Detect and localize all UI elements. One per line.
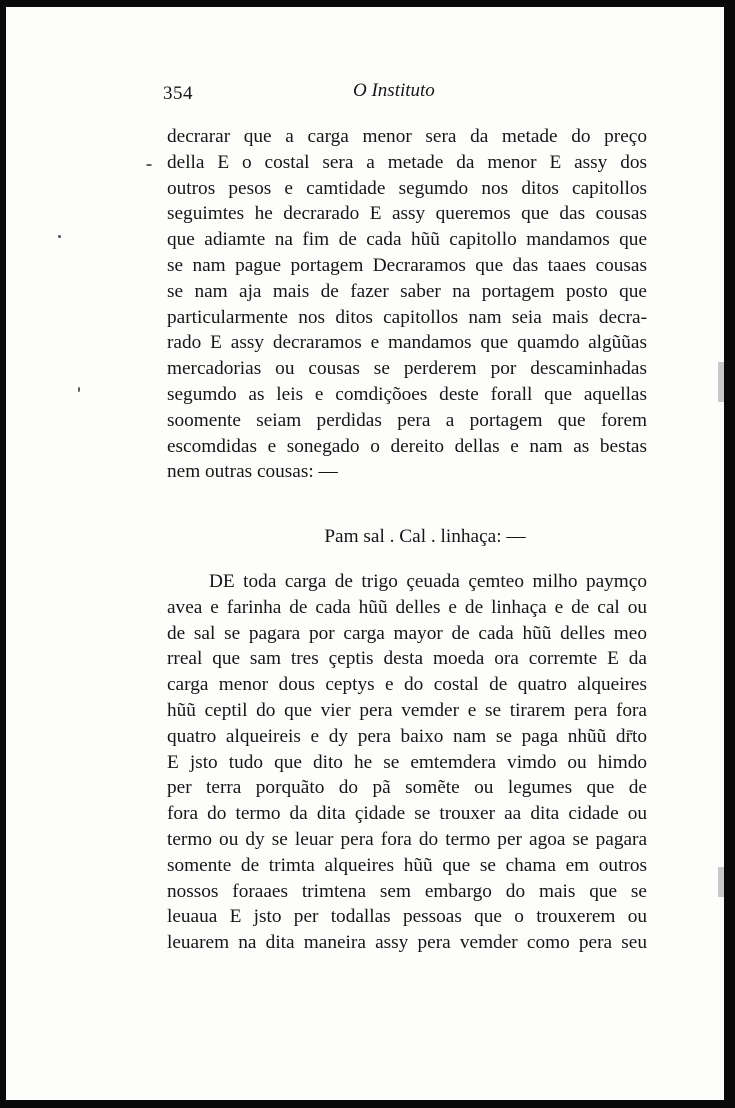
scan-edge-shadow	[718, 867, 724, 897]
section-heading: Pam sal . Cal . linhaça: —	[324, 526, 526, 547]
text-line: somente de trimta alqueires hũũ que se chama em outros	[167, 854, 647, 876]
text-line: hũũ ceptil do que vier pera vemder e se tirarem pera fora	[167, 699, 647, 721]
text-line: soomente seiam perdidas pera a portagem que forem	[167, 409, 647, 431]
scan-edge-shadow	[718, 362, 724, 402]
text-line: mercadorias ou cousas se perderem por descaminhadas	[167, 358, 647, 380]
text-line: della E o costal sera a metade da menor E assy dos	[167, 151, 647, 173]
text-line: termo ou dy se leuar pera fora do termo per agoa se pagara	[167, 828, 647, 850]
text-line: rado E assy decraramos e mandamos que quamdo algũũas	[167, 332, 647, 354]
text-line: que adiamte na fim de cada hũũ capitollo mandamos que	[167, 229, 647, 251]
scan-speck	[78, 387, 80, 392]
running-title: O Instituto	[353, 80, 435, 101]
text-line: per terra porquãto do pã somẽte ou legumes que de	[167, 777, 647, 799]
text-line: nem outras cousas: —	[167, 461, 338, 483]
text-line: leuarem na dita maneira assy pera vemder como pera seu	[167, 932, 647, 954]
page-header	[163, 75, 647, 103]
text-line: particularmente nos ditos capitollos nam seia mais decra-	[167, 306, 647, 328]
text-line: escomdidas e sonegado o dereito dellas e nam as bestas	[167, 435, 647, 457]
text-line: decrarar que a carga menor sera da metade do preço	[167, 126, 647, 147]
text-line: E jsto tudo que dito he se emtemdera vimdo ou himdo	[167, 751, 647, 773]
text-line: outros pesos e camtidade segumdo nos ditos capitollos	[167, 177, 647, 199]
paragraph-continued	[167, 124, 647, 485]
text-line: avea e farinha de cada hũũ delles e de linhaça e de cal ou	[167, 596, 647, 618]
text-line: se nam aja mais de fazer saber na portagem posto que	[167, 280, 647, 302]
text-line: fora do termo da dita çidade se trouxer aa dita cidade ou	[167, 803, 647, 825]
text-line: de sal se pagara por carga mayor de cada hũũ delles meo	[167, 622, 647, 644]
paragraph-section	[167, 569, 647, 956]
text-line: leuaua E jsto per todallas pessoas que o trouxerem ou	[167, 906, 647, 928]
text-line: DE toda carga de trigo çeuada çemteo milho paymço	[209, 571, 647, 592]
text-line: rreal que sam tres çeptis desta moeda ora corremte E da	[167, 648, 647, 670]
page-number: 354	[163, 83, 193, 104]
scan-speck	[58, 235, 61, 238]
text-line: quatro alqueireis e dy pera baixo nam se paga nhũũ dr̄to	[167, 725, 647, 747]
text-line: carga menor dous ceptys e do costal de quatro alqueires	[167, 674, 647, 696]
text-line: se nam pague portagem Decraramos que das taaes cousas	[167, 254, 647, 276]
text-line: seguimtes he decrarado E assy queremos que das cousas	[167, 203, 647, 225]
scan-speck	[146, 164, 152, 166]
text-line: segumdo as leis e comdiçõoes deste forall que aquellas	[167, 383, 647, 405]
text-line: nossos foraaes trimtena sem embargo do mais que se	[167, 880, 647, 902]
